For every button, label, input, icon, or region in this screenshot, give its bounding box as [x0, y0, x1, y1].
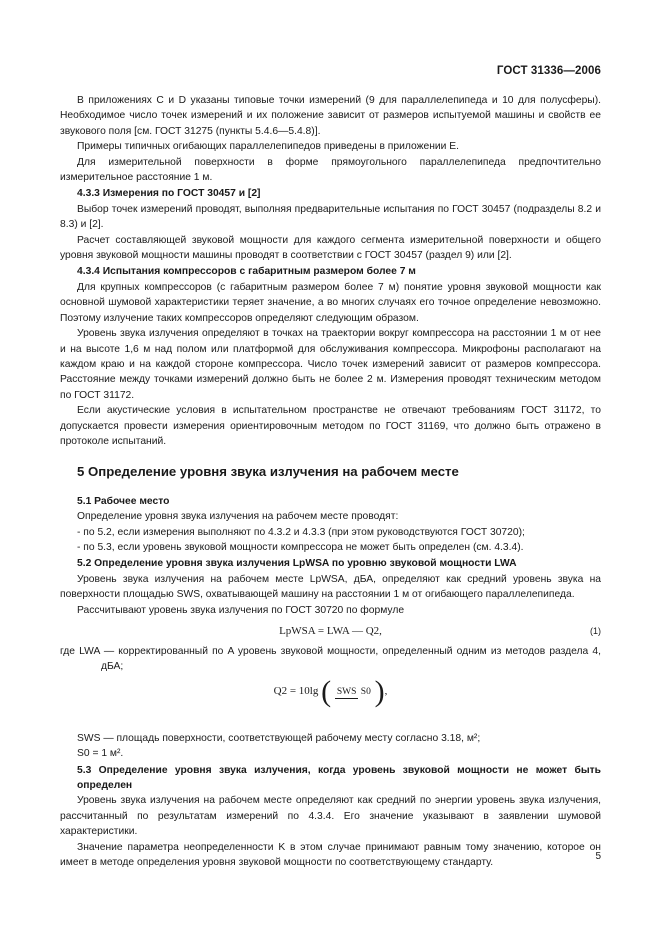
subsection-heading-4-3-4: 4.3.4 Испытания компрессоров с габаритным размером более 7 м — [77, 266, 416, 278]
list-item: - по 5.3, если уровень звуковой мощности компрессора не может быть определен (см. 4.3.4). — [77, 541, 524, 553]
section-heading-5: 5 Определение уровня звука излучения на рабочем месте — [77, 464, 459, 480]
paragraph: Расчет составляющей звуковой мощности для каждого сегмента измерительной поверхности и общего уровня звуковой мощности машины проводят в соответствии с ГОСТ 30457 (раздел 9) или [2]. — [60, 234, 601, 262]
equation-2 — [60, 674, 601, 723]
paragraph: Значение параметра неопределенности K в этом случае принимают равным тому значению, которое он имеет в методе определения уровня звуковой мощности по соответствующему стандарту. — [60, 841, 601, 869]
paragraph: Уровень звука излучения на рабочем месте LpWSA, дБА, определяют как средний уровень звука на поверхности площадью SWS, охватывающей машину на расстоянии 1 м от огибающего параллелепипеда. — [60, 573, 601, 601]
paragraph: Уровень звука излучения определяют в точках на траектории вокруг компрессора на расстоянии 1 м от нее и на высоте 1,6 м над полом или платформой для обслуживания компрессора. Микрофоны располагают на каждом краю и на каждой стороне компрессора. Число точек измерений зависит от размеров компрессора. Расстояние между точками измерений должно быть не более 2 м. Измерения проводят техническим методом по ГОСТ 31172. — [60, 328, 601, 401]
fraction-denominator: S0 — [360, 686, 371, 697]
subsection-heading-5-2: 5.2 Определение уровня звука излучения LpWSA по уровню звуковой мощности LWA — [77, 558, 517, 570]
page-body — [60, 93, 601, 870]
definition: SWS — площадь поверхности, соответствующей рабочему месту согласно 3.18, м²; — [77, 732, 481, 744]
equation-number: (1) — [590, 626, 601, 636]
paragraph: Если акустические условия в испытательном пространстве не отвечают требованиям ГОСТ 31172, то допускается провести измерения ориентировочным методом по ГОСТ 31169, что должно быть отражено в протоколе испытаний. — [60, 405, 601, 447]
left-paren: ( — [321, 674, 332, 708]
paragraph: Уровень звука излучения на рабочем месте определяют как средний по энергии уровень звука излучения, рассчитанный по результатам измерений по 4.3.4. Его значение указывают в заявлении шумовой характеристики. — [60, 795, 601, 838]
page-number: 5 — [595, 851, 601, 862]
subsection-heading-4-3-3: 4.3.3 Измерения по ГОСТ 30457 и [2] — [77, 188, 261, 200]
where-clause: где LWA — корректированный по A уровень звуковой мощности, определенный одним из методов раздела 4, дБА; — [60, 646, 601, 673]
equation-left: Q2 = 10lg — [273, 685, 319, 698]
equation-formula: LpWSA = LWA — Q2, — [279, 625, 382, 637]
standard-header: ГОСТ 31336—2006 — [496, 65, 601, 77]
fraction — [335, 686, 371, 698]
fraction-numerator: SWS — [336, 686, 357, 697]
paragraph: Рассчитывают уровень звука излучения по ГОСТ 30720 по формуле — [77, 604, 405, 616]
list-item: - по 5.2, если измерения выполняют по 4.3.2 и 4.3.3 (при этом руководствуются ГОСТ 30720); — [77, 526, 525, 538]
paragraph: Для крупных компрессоров (с габаритным размером более 7 м) понятие уровня звуковой мощности как основной шумовой характеристики теряет значение, а во многих случаях его точное определение невозможно. Поэтому излучение таких компрессоров определяют следующим образом. — [60, 281, 601, 324]
equation-1 — [60, 618, 601, 644]
comma: , — [384, 685, 388, 698]
subsection-heading-5-3: 5.3 Определение уровня звука излучения, когда уровень звуковой мощности не может быть определен — [77, 764, 601, 792]
paragraph: В приложениях C и D указаны типовые точки измерений (9 для параллелепипеда и 10 для полусферы). Необходимое число точек измерений и их положение зависит от размеров испытуемой машины и свойств ее звукового поля [см. ГОСТ 31275 (пункты 5.4.6—5.4.8)]. — [60, 95, 601, 137]
definition: S0 = 1 м². — [77, 748, 124, 760]
right-paren: ) — [374, 674, 385, 708]
paragraph: Определение уровня звука излучения на рабочем месте проводят: — [77, 511, 399, 523]
paragraph: Примеры типичных огибающих параллелепипедов приведены в приложении E. — [77, 141, 459, 153]
paragraph: Для измерительной поверхности в форме прямоугольного параллелепипеда предпочтительно измерительное расстояние 1 м. — [60, 156, 601, 184]
subsection-heading-5-1: 5.1 Рабочее место — [77, 495, 170, 507]
paragraph: Выбор точек измерений проводят, выполняя предварительные испытания по ГОСТ 30457 (подразделы 8.2 и 8.3) и [2]. — [60, 203, 601, 231]
